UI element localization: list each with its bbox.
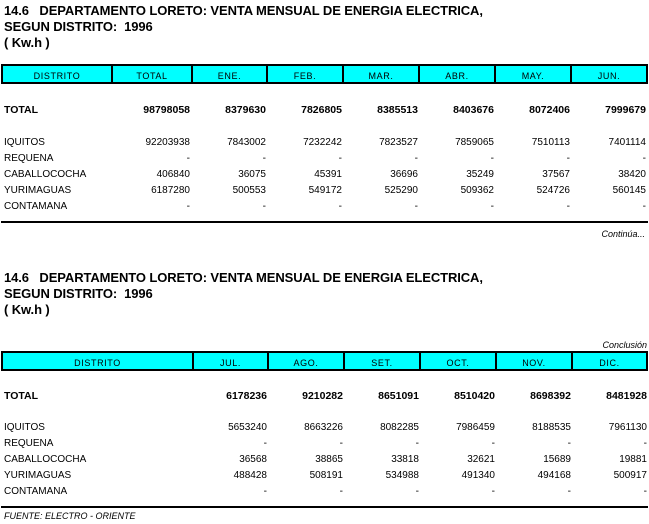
continua-note: Continúa... bbox=[601, 229, 645, 239]
cell-value: 8481928 bbox=[606, 390, 647, 402]
table-row bbox=[0, 420, 649, 436]
cell-value: 494168 bbox=[537, 470, 571, 481]
cell-value: 7961130 bbox=[608, 422, 647, 433]
cell-value: 8072406 bbox=[529, 104, 570, 116]
cell-value: 36075 bbox=[238, 169, 266, 180]
table-row bbox=[0, 452, 649, 468]
cell-value: - bbox=[415, 486, 419, 497]
cell-value: 8663226 bbox=[304, 422, 343, 433]
header-nov: NOV. bbox=[497, 353, 573, 369]
table-row bbox=[0, 199, 649, 215]
table-row bbox=[0, 151, 649, 167]
cell-value: 9210282 bbox=[302, 390, 343, 402]
table1-title-line3: ( Kw.h ) bbox=[4, 35, 50, 50]
cell-value: 500553 bbox=[232, 185, 266, 196]
header-distrito: DISTRITO bbox=[3, 353, 194, 369]
cell-value: 36696 bbox=[390, 169, 418, 180]
cell-value: 524726 bbox=[536, 185, 570, 196]
cell-value: - bbox=[490, 153, 494, 164]
table2-title-line3: ( Kw.h ) bbox=[4, 302, 50, 317]
cell-value: - bbox=[567, 486, 571, 497]
cell-value: 491340 bbox=[461, 470, 495, 481]
cell-value: 36568 bbox=[239, 454, 267, 465]
cell-value: 8082285 bbox=[380, 422, 419, 433]
cell-value: 406840 bbox=[156, 169, 190, 180]
header-jul: JUL. bbox=[194, 353, 269, 369]
cell-value: 560145 bbox=[612, 185, 646, 196]
cell-value: 19881 bbox=[619, 454, 647, 465]
district-name: CONTAMANA bbox=[4, 201, 68, 212]
cell-value: - bbox=[262, 201, 266, 212]
cell-value: - bbox=[262, 153, 266, 164]
cell-value: 8188535 bbox=[532, 422, 571, 433]
cell-value: - bbox=[642, 201, 646, 212]
cell-value: 37567 bbox=[542, 169, 570, 180]
table-row bbox=[0, 167, 649, 183]
cell-value: 488428 bbox=[233, 470, 267, 481]
header-may: MAY. bbox=[496, 66, 572, 82]
cell-value: - bbox=[566, 201, 570, 212]
table-row bbox=[0, 468, 649, 484]
district-name: TOTAL bbox=[4, 104, 39, 116]
cell-value: 6187280 bbox=[151, 185, 190, 196]
total-row bbox=[0, 102, 649, 118]
cell-value: 35249 bbox=[466, 169, 494, 180]
cell-value: 45391 bbox=[314, 169, 342, 180]
cell-value: - bbox=[339, 486, 343, 497]
header-abr: ABR. bbox=[420, 66, 496, 82]
cell-value: 7826805 bbox=[301, 104, 342, 116]
header-distrito: DISTRITO bbox=[3, 66, 113, 82]
cell-value: - bbox=[339, 438, 343, 449]
header-ene: ENE. bbox=[193, 66, 268, 82]
cell-value: 15689 bbox=[543, 454, 571, 465]
cell-value: - bbox=[338, 201, 342, 212]
conclusion-note: Conclusión bbox=[602, 340, 647, 350]
cell-value: 534988 bbox=[385, 470, 419, 481]
table2-title-line2: SEGUN DISTRITO: 1996 bbox=[4, 286, 153, 301]
cell-value: 98798058 bbox=[143, 104, 190, 116]
table2-title bbox=[4, 270, 483, 318]
cell-value: 7823527 bbox=[379, 137, 418, 148]
header-jun: JUN. bbox=[597, 71, 621, 81]
header-oct: OCT. bbox=[421, 353, 497, 369]
cell-value: 8379630 bbox=[225, 104, 266, 116]
cell-value: 38420 bbox=[618, 169, 646, 180]
cell-value: 8510420 bbox=[454, 390, 495, 402]
cell-value: - bbox=[263, 438, 267, 449]
district-name: REQUENA bbox=[4, 153, 54, 164]
table1-title bbox=[4, 3, 483, 51]
cell-value: 8651091 bbox=[378, 390, 419, 402]
cell-value: 5653240 bbox=[228, 422, 267, 433]
cell-value: - bbox=[414, 153, 418, 164]
cell-value: - bbox=[263, 486, 267, 497]
cell-value: - bbox=[490, 201, 494, 212]
header-mar: MAR. bbox=[344, 66, 420, 82]
district-name: IQUITOS bbox=[4, 137, 45, 148]
cell-value: 509362 bbox=[460, 185, 494, 196]
cell-value: 32621 bbox=[467, 454, 495, 465]
cell-value: 7510113 bbox=[531, 137, 570, 148]
district-name: CONTAMANA bbox=[4, 486, 68, 497]
cell-value: 7986459 bbox=[456, 422, 495, 433]
cell-value: 7999679 bbox=[605, 104, 646, 116]
cell-value: - bbox=[642, 153, 646, 164]
table1-header bbox=[1, 64, 648, 84]
cell-value: - bbox=[566, 153, 570, 164]
cell-value: - bbox=[491, 486, 495, 497]
table2-title-line1: 14.6 DEPARTAMENTO LORETO: VENTA MENSUAL DE ENERGIA ELECTRICA, bbox=[4, 270, 483, 285]
district-name: CABALLOCOCHA bbox=[4, 169, 87, 180]
cell-value: 6178236 bbox=[226, 390, 267, 402]
cell-value: 549172 bbox=[308, 185, 342, 196]
cell-value: 7859065 bbox=[455, 137, 494, 148]
cell-value: - bbox=[186, 153, 190, 164]
table2-bottom-rule bbox=[1, 506, 648, 508]
header-set: SET. bbox=[345, 353, 421, 369]
table-row bbox=[0, 135, 649, 151]
header-total: TOTAL bbox=[113, 66, 193, 82]
cell-value: 7232242 bbox=[303, 137, 342, 148]
header-feb: FEB. bbox=[268, 66, 344, 82]
cell-value: 8385513 bbox=[377, 104, 418, 116]
table-row bbox=[0, 183, 649, 199]
cell-value: 7843002 bbox=[227, 137, 266, 148]
table1-title-line1: 14.6 DEPARTAMENTO LORETO: VENTA MENSUAL DE ENERGIA ELECTRICA, bbox=[4, 3, 483, 18]
cell-value: 8698392 bbox=[530, 390, 571, 402]
table1-bottom-rule bbox=[1, 221, 648, 223]
header-dic: DIC. bbox=[599, 358, 620, 368]
cell-value: 525290 bbox=[384, 185, 418, 196]
district-name: TOTAL bbox=[4, 390, 39, 402]
cell-value: 92203938 bbox=[145, 137, 190, 148]
district-name: YURIMAGUAS bbox=[4, 470, 72, 481]
district-name: REQUENA bbox=[4, 438, 54, 449]
table1-title-line2: SEGUN DISTRITO: 1996 bbox=[4, 19, 153, 34]
cell-value: - bbox=[414, 201, 418, 212]
cell-value: - bbox=[643, 438, 647, 449]
header-ago: AGO. bbox=[269, 353, 345, 369]
district-name: CABALLOCOCHA bbox=[4, 454, 87, 465]
cell-value: - bbox=[186, 201, 190, 212]
district-name: YURIMAGUAS bbox=[4, 185, 72, 196]
table2-header bbox=[1, 351, 648, 371]
total-row bbox=[0, 388, 649, 404]
district-name: IQUITOS bbox=[4, 422, 45, 433]
cell-value: 508191 bbox=[309, 470, 343, 481]
cell-value: - bbox=[643, 486, 647, 497]
cell-value: 33818 bbox=[391, 454, 419, 465]
cell-value: 500917 bbox=[613, 470, 647, 481]
cell-value: 8403676 bbox=[453, 104, 494, 116]
cell-value: - bbox=[415, 438, 419, 449]
table-row bbox=[0, 484, 649, 500]
source-note: FUENTE: ELECTRO - ORIENTE bbox=[4, 511, 136, 521]
cell-value: 7401114 bbox=[608, 137, 646, 148]
cell-value: - bbox=[567, 438, 571, 449]
cell-value: - bbox=[491, 438, 495, 449]
cell-value: 38865 bbox=[315, 454, 343, 465]
cell-value: - bbox=[338, 153, 342, 164]
table-row bbox=[0, 436, 649, 452]
